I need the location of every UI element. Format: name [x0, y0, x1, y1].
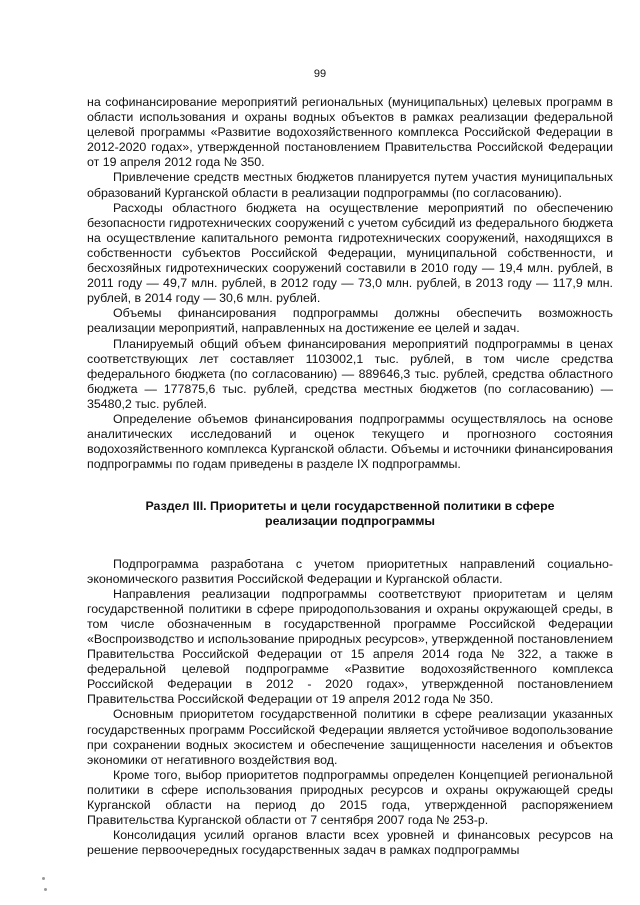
section-heading: Раздел III. Приоритеты и цели государственной политики в сфере реализации подпрограммы: [145, 499, 555, 529]
paragraph-regional-expenses: Расходы областного бюджета на осуществление мероприятий по обеспечению безопасности гидротехнических сооружений с учетом субсидий из федерального бюджета на осуществление капитального ремонта гидротехнических сооружений, находящихся в собственности субъектов Российской Федерации, муниципальной собственности, и бесхозяйных гидротехнических сооружений составили в 2010 году — 19,4 млн. рублей, в 2011 году — 49,7 млн. рублей, в 2012 году — 73,0 млн. рублей, в 2013 году — 117,9 млн. рублей, в 2014 году — 30,6 млн. рублей.: [87, 200, 613, 306]
paragraph-implementation-directions: Направления реализации подпрограммы соответствуют приоритетам и целям государственной политики в сфере природопользования и охраны окружающей среды, в том числе обозначенным в государственной программе Российской Федерации «Воспроизводство и использование природных ресурсов», утвержденной постановлением Правительства Российской Федерации от 15 апреля 2014 года № 322, а также в федеральной целевой подпрограмме «Развитие водохозяйственного комплекса Российской Федерации в 2012 - 2020 годах», утвержденной постановлением Правительства Российской Федерации от 19 апреля 2012 года № 350.: [87, 586, 613, 707]
paragraph-priority-choice: Кроме того, выбор приоритетов подпрограммы определен Концепцией региональной политики в сфере использования природных ресурсов и охраны окружающей среды Курганской области на период до 2015 года, утвержденной распоряжением Правительства Курганской области от 7 сентября 2007 года № 253-р.: [87, 767, 613, 828]
page-number: 99: [313, 68, 327, 80]
paragraph-main-priority: Основным приоритетом государственной политики в сфере реализации указанных государственных программ Российской Федерации является устойчивое водопользование при сохранении водных экосистем и обеспечение защищенности населения и объектов экономики от негативного воздействия вод.: [87, 707, 613, 767]
paragraph-financing-volumes: Объемы финансирования подпрограммы должны обеспечить возможность реализации мероприятий, направленных на достижение ее целей и задач.: [87, 306, 613, 336]
paragraph-consolidation: Консолидация усилий органов власти всех уровней и финансовых ресурсов на решение первоочередных государственных задач в рамках подпрограммы: [87, 828, 613, 858]
scan-artifact-dot: [44, 888, 47, 891]
scan-artifact-dot: [42, 877, 45, 880]
paragraph-financing-determination: Определение объемов финансирования подпрограммы осуществлялось на основе аналитических исследований и оценок текущего и прогнозного состояния водохозяйственного комплекса Курганской области. Объемы и источники финансирования подпрограммы по годам приведены в разделе IX подпрограммы.: [87, 411, 613, 472]
paragraph-cofinancing: на софинансирование мероприятий региональных (муниципальных) целевых программ в области использования и охраны водных объектов в рамках реализации федеральной целевой программы «Развитие водохозяйственного комплекса Российской Федерации в 2012-2020 годах», утвержденной постановлением Правительства Российской Федерации от 19 апреля 2012 года № 350.: [87, 95, 613, 170]
paragraph-local-budgets: Привлечение средств местных бюджетов планируется путем участия муниципальных образований Курганской области в реализации подпрограммы (по согласованию).: [87, 170, 613, 200]
paragraph-planned-financing: Планируемый общий объем финансирования мероприятий подпрограммы в ценах соответствующих лет составляет 1103002,1 тыс. рублей, в том числе средства федерального бюджета (по согласованию) — 889646,3 тыс. рублей, средства областного бюджета — 177875,6 тыс. рублей, средства местных бюджетов (по согласованию) — 35480,2 тыс. рублей.: [87, 336, 613, 411]
paragraph-subprogram-developed: Подпрограмма разработана с учетом приоритетных направлений социально-экономического развития Российской Федерации и Курганской области.: [87, 556, 613, 586]
document-body: [87, 95, 613, 858]
